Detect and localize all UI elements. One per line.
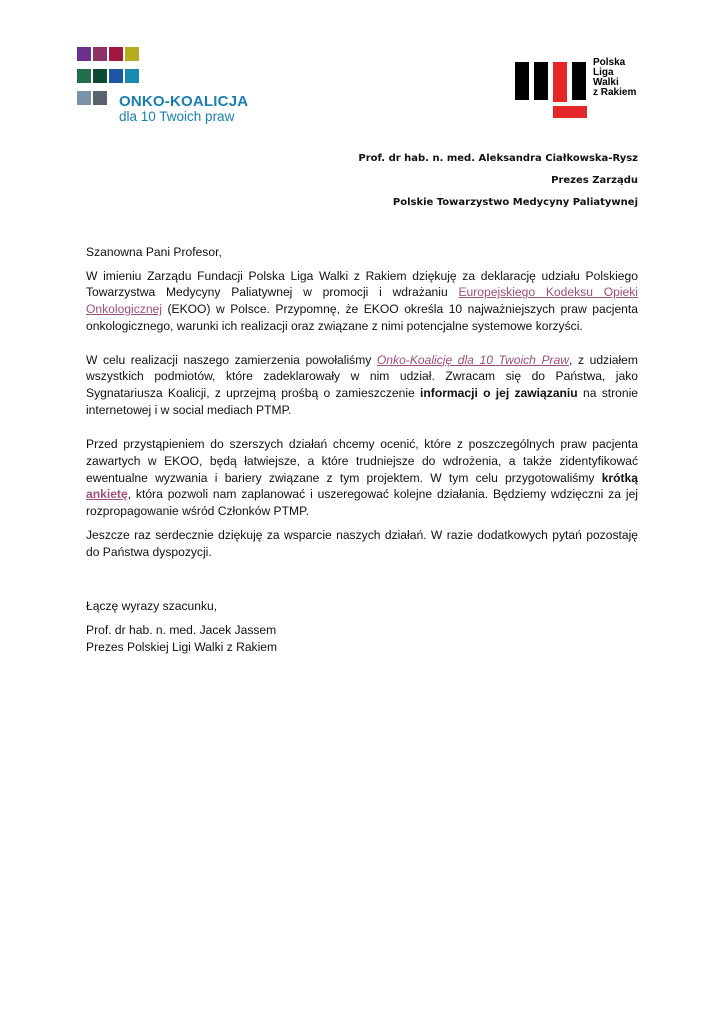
logo-square bbox=[93, 69, 107, 83]
logo-square bbox=[93, 47, 107, 61]
onko-koalicja-link[interactable]: Onko-Koalicję dla 10 Twoich Praw bbox=[376, 352, 570, 367]
plwzr-logo bbox=[515, 58, 655, 120]
onko-logo-subtitle: dla 10 Twoich praw bbox=[119, 109, 235, 124]
logo-square bbox=[109, 69, 123, 83]
onko-koalicja-logo bbox=[77, 47, 247, 127]
logo-bar bbox=[515, 62, 529, 100]
signature-name: Prof. dr hab. n. med. Jacek Jassem bbox=[86, 622, 277, 637]
paragraph-1: W imieniu Zarządu Fundacji Polska Liga Walki z Rakiem dziękuję za deklarację udziału Polskiego Towarzystwa Medycyny Paliatywnej w promocji i wdrażaniu Europejskiego Kodeksu Opieki Onkologicznej (EKOO) w Polsce. Przypomnę, że EKOO określa 10 najważniejszych praw pacjenta onkologicznego, warunki ich realizacji oraz związane z nimi potencjalne systemowe korzyści. bbox=[86, 268, 638, 333]
logo-bar bbox=[534, 62, 548, 100]
survey-link[interactable]: ankietę bbox=[86, 487, 128, 502]
logo-square bbox=[93, 91, 107, 105]
ekoo-link[interactable]: Europejskiego Kodeksu Opieki Onkologicznej bbox=[86, 285, 638, 317]
closing: Łączę wyrazy szacunku, bbox=[86, 599, 218, 614]
letter-body bbox=[86, 244, 638, 655]
logo-square bbox=[77, 69, 91, 83]
recipient-name: Prof. dr hab. n. med. Aleksandra Ciałkowska-Rysz bbox=[358, 153, 638, 164]
paragraph-3: Przed przystąpieniem do szerszych działań chcemy ocenić, które z poszczególnych praw pacjenta zawartych w EKOO, będą łatwiejsze, a które trudniejsze do wdrożenia, a także zidentyfikować ewentualne wyzwania i bariery związane z tym projektem. W tym celu przygotowaliśmy krótką ankietę, która pozwoli nam zaplanować i uszeregować kolejne działania. Będziemy wdzięczni za jej rozpropagowanie wśród Członków PTMP. bbox=[86, 437, 638, 519]
recipient-block bbox=[358, 152, 638, 218]
logo-foot-red bbox=[553, 106, 587, 118]
onko-logo-title: ONKO-KOALICJA bbox=[119, 93, 249, 110]
signature-block bbox=[86, 622, 638, 655]
bold-word: krótką bbox=[601, 470, 638, 485]
signature-title: Prezes Polskiej Ligi Walki z Rakiem bbox=[86, 639, 278, 654]
recipient-organization: Polskie Towarzystwo Medycyny Paliatywnej bbox=[392, 197, 638, 208]
paragraph-2: W celu realizacji naszego zamierzenia powołaliśmy Onko-Koalicję dla 10 Twoich Praw, z udziałem wszystkich podmiotów, które zadeklarowały w nim udział. Zwracam się do Państwa, jako Sygnatariusza Koalicji, z uprzejmą prośbą o zamieszczenie informacji o jej zawiązaniu na stronie internetowej i w social mediach PTMP. bbox=[86, 352, 638, 417]
logo-bar bbox=[572, 62, 586, 100]
logo-square bbox=[125, 69, 139, 83]
bold-phrase: informacji o jej zawiązaniu bbox=[420, 385, 578, 400]
plwzr-logo-text: Polska Liga Walki z Rakiem bbox=[593, 57, 637, 98]
logo-square bbox=[125, 47, 139, 61]
paragraph-4: Jeszcze raz serdecznie dziękuję za wsparcie naszych działań. W razie dodatkowych pytań pozostaję do Państwa dyspozycji. bbox=[86, 527, 638, 559]
logo-bar-red bbox=[553, 62, 567, 102]
logo-square bbox=[109, 47, 123, 61]
greeting: Szanowna Pani Profesor, bbox=[86, 245, 222, 259]
logo-square bbox=[77, 47, 91, 61]
recipient-role: Prezes Zarządu bbox=[551, 175, 638, 186]
logo-square bbox=[77, 91, 91, 105]
